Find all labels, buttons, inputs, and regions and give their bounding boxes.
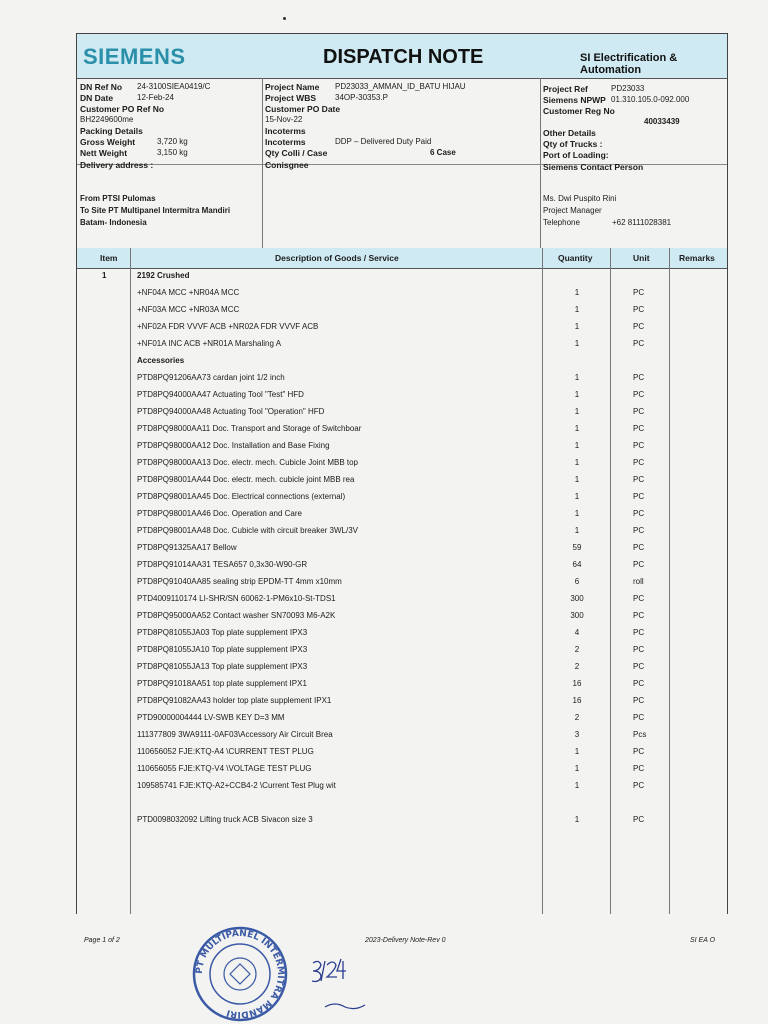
svg-text:PT MULTIPANEL INTERMITRA MANDI: PT MULTIPANEL INTERMITRA MANDIRI [194,928,286,1020]
cell-unit: PC [633,679,645,688]
info-divider-1 [262,78,263,248]
cell-unit: PC [633,441,645,450]
cell-desc: PTD0098032092 Lifting truck ACB Sivacon size 3 [137,815,313,824]
table-row [77,574,727,591]
table-row [77,557,727,574]
cell-desc: PTD8PQ91206AA73 cardan joint 1/2 inch [137,373,285,382]
cell-qty: 4 [574,628,580,637]
cell-unit: PC [633,696,645,705]
project-name-label: Project Name [265,82,320,92]
cell-unit: PC [633,645,645,654]
cell-desc: 109585741 FJE:KTQ-A2+CCB4-2 \Current Test Plug wit [137,781,336,790]
table-row [77,489,727,506]
table-header [77,248,727,269]
table-row [77,472,727,489]
company-stamp [190,924,290,1024]
cell-desc: PTD8PQ91018AA51 top plate supplement IPX1 [137,679,307,688]
cell-desc: PTD8PQ98001AA48 Doc. Cubicle with circuit breaker 3WL/3V [137,526,358,535]
cell-desc: +NF01A INC ACB +NR01A Marshaling A [137,339,282,348]
table-row [77,727,727,744]
table-row [77,421,727,438]
city-line: Batam- Indonesia [80,218,147,227]
table-row [77,659,727,676]
cell-qty: 2 [574,713,580,722]
cell-unit: PC [633,475,645,484]
table-row [77,285,727,302]
cell-unit: roll [633,577,644,586]
cell-desc: PTD8PQ81055JA10 Top plate supplement IPX3 [137,645,308,654]
cell-desc: PTD8PQ91014AA31 TESA657 0,3x30-W90-GR [137,560,308,569]
table-row [77,336,727,353]
customer-po-date-label: Customer PO Date [265,104,341,114]
cell-qty: 1 [574,475,580,484]
table-row [77,795,727,812]
cell-desc: PTD8PQ98000AA11 Doc. Transport and Storage of Switchboar [137,424,362,433]
cell-unit: PC [633,628,645,637]
cell-qty: 16 [572,679,582,688]
table-row [77,812,727,829]
cell-desc: PTD8PQ98000AA12 Doc. Installation and Base Fixing [137,441,330,450]
cell-desc: PTD8PQ95000AA52 Contact washer SN70093 M6-A2K [137,611,336,620]
cell-desc: +NF03A MCC +NR03A MCC [137,305,240,314]
cell-desc: PTD8PQ98001AA45 Doc. Electrical connections (external) [137,492,346,501]
cell-qty: 6 [574,577,580,586]
cell-desc: PTD8PQ94000AA48 Actuating Tool "Operation" HFD [137,407,325,416]
customer-po-date-value: 15-Nov-22 [265,115,303,124]
cell-desc: PTD8PQ81055JA13 Top plate supplement IPX3 [137,662,308,671]
customer-reg-value: 40033439 [644,117,680,126]
cell-qty: 1 [574,526,580,535]
project-ref-value: PD23033 [611,84,645,93]
siemens-npwp-label: Siemens NPWP [543,95,606,105]
cell-desc: 110656052 FJE:KTQ-A4 \CURRENT TEST PLUG [137,747,314,756]
cell-desc: PTD90000004444 LV-SWB KEY D=3 MM [137,713,285,722]
th-remarks: Remarks [679,253,715,263]
table-row [77,744,727,761]
project-wbs-value: 34OP-30353.P [335,93,388,102]
cell-unit: PC [633,764,645,773]
dispatch-note-sheet [76,33,728,914]
delivery-address-label: Delivery address : [80,160,154,170]
gross-weight-label: Gross Weight [80,137,136,147]
handwritten-date [305,955,385,1015]
cell-desc: 2192 Crushed [137,271,190,280]
cell-unit: PC [633,288,645,297]
telephone-value: +62 8111028381 [612,218,672,227]
cell-qty: 1 [574,441,580,450]
cell-unit: PC [633,322,645,331]
table-row [77,387,727,404]
cell-qty: 3 [574,730,580,739]
project-wbs-label: Project WBS [265,93,317,103]
table-row [77,608,727,625]
form-revision: 2023-Delivery Note-Rev 0 [365,937,446,944]
th-item: Item [100,253,118,263]
customer-reg-label: Customer Reg No [543,106,615,116]
cell-unit: PC [633,458,645,467]
cell-desc: 110656055 FJE:KTQ-V4 \VOLTAGE TEST PLUG [137,764,312,773]
dn-ref-label: DN Ref No [80,82,123,92]
qty-trucks-label: Qty of Trucks : [543,139,603,149]
gross-weight-value: 3,720 kg [157,137,188,146]
th-unit: Unit [633,253,650,263]
table-row [77,319,727,336]
cell-unit: Pcs [633,730,647,739]
to-line: To Site PT Multipanel Intermitra Mandiri [80,206,231,215]
incoterms-label: Incoterms [265,137,306,147]
page-number: Page 1 of 2 [84,937,120,944]
contact-name: Ms. Dwi Puspito Rini [543,194,617,203]
cell-desc: Accessories [137,356,185,365]
cell-qty: 1 [574,305,580,314]
cell-qty: 1 [574,458,580,467]
cell-qty: 59 [572,543,582,552]
document-header [77,34,727,79]
other-details-label: Other Details [543,128,596,138]
cell-qty: 1 [574,424,580,433]
cell-unit: PC [633,492,645,501]
siemens-npwp-value: 01.310.105.0-092.000 [611,95,690,104]
table-row [77,642,727,659]
cell-qty: 1 [574,747,580,756]
table-row [77,710,727,727]
table-row [77,540,727,557]
cell-unit: PC [633,560,645,569]
cell-desc: PTD8PQ98001AA46 Doc. Operation and Care [137,509,302,518]
table-row [77,693,727,710]
incoterms-header: Incoterms [265,126,306,136]
cell-qty: 1 [574,815,580,824]
port-loading-label: Port of Loading: [543,150,609,160]
dn-date-label: DN Date [80,93,114,103]
th-description: Description of Goods / Service [275,253,399,263]
customer-po-ref-value: BH2249600me [80,115,134,124]
cell-unit: PC [633,594,645,603]
incoterms-value: DDP – Delivered Duty Paid [335,137,432,146]
cell-qty: 2 [574,662,580,671]
cell-desc: +NF02A FDR VVVF ACB +NR02A FDR VVVF ACB [137,322,319,331]
cell-unit: PC [633,305,645,314]
form-code: SI EA O [690,937,716,944]
cell-qty: 300 [570,594,584,603]
cell-unit: PC [633,390,645,399]
table-row [77,761,727,778]
cell-unit: PC [633,407,645,416]
cell-unit: PC [633,611,645,620]
cell-desc: PTD4009110174 LI-SHR/SN 60062-1-PM6x10-St-TDS1 [137,594,336,603]
telephone-label: Telephone [543,218,580,227]
cell-qty: 1 [574,781,580,790]
table-row [77,625,727,642]
contact-role: Project Manager [543,206,602,215]
table-row [77,523,727,540]
info-divider-2 [540,78,541,248]
document-title: DISPATCH NOTE [323,46,484,68]
cell-unit: PC [633,509,645,518]
cell-unit: PC [633,781,645,790]
table-row [77,302,727,319]
cell-qty: 1 [574,492,580,501]
table-row [77,778,727,795]
cell-qty: 2 [574,645,580,654]
qty-colli-value: 6 Case [430,148,456,157]
table-row [77,591,727,608]
info-block [77,78,727,249]
consignee-label: Conisgnee [265,160,309,170]
cell-unit: PC [633,815,645,824]
contact-person-label: Siemens Contact Person [543,162,644,172]
cell-desc: +NF04A MCC +NR04A MCC [137,288,240,297]
dn-ref-value: 24-3100SIEA0419/C [137,82,211,91]
cell-qty: 1 [574,339,580,348]
cell-desc: PTD8PQ91325AA17 Bellow [137,543,237,552]
cell-desc: PTD8PQ94000AA47 Actuating Tool "Test" HFD [137,390,304,399]
table-row [77,353,727,370]
table-row [77,455,727,472]
cell-unit: PC [633,373,645,382]
cell-desc: PTD8PQ98000AA13 Doc. electr. mech. Cubicle Joint MBB top [137,458,358,467]
cell-qty: 1 [574,322,580,331]
cell-unit: PC [633,543,645,552]
qty-colli-label: Qty Colli / Case [265,148,328,158]
table-row [77,506,727,523]
cell-desc: 111377809 3WA9111-0AF03\Accessory Air Circuit Brea [137,730,333,739]
cell-qty: 1 [574,764,580,773]
cell-unit: PC [633,713,645,722]
nett-weight-value: 3,150 kg [157,148,188,157]
table-row [77,438,727,455]
cell-unit: PC [633,526,645,535]
scan-speck [283,17,286,20]
cell-unit: PC [633,662,645,671]
dn-date-value: 12-Feb-24 [137,93,174,102]
cell-desc: PTD8PQ91082AA43 holder top plate supplement IPX1 [137,696,332,705]
nett-weight-label: Nett Weight [80,148,128,158]
cell-item: 1 [102,271,107,280]
cell-qty: 1 [574,509,580,518]
cell-unit: PC [633,747,645,756]
cell-unit: PC [633,339,645,348]
siemens-logo: SIEMENS [83,44,186,69]
project-name-value: PD23033_AMMAN_ID_BATU HIJAU [335,82,466,91]
cell-qty: 16 [572,696,582,705]
table-row [77,268,727,285]
table-row [77,404,727,421]
cell-desc: PTD8PQ98001AA44 Doc. electr. mech. cubicle joint MBB rea [137,475,355,484]
packing-details-label: Packing Details [80,126,143,136]
cell-desc: PTD8PQ81055JA03 Top plate supplement IPX3 [137,628,308,637]
cell-qty: 1 [574,288,580,297]
from-line: From PTSI Pulomas [80,194,156,203]
table-row [77,676,727,693]
th-quantity: Quantity [558,253,593,263]
project-ref-label: Project Ref [543,84,588,94]
cell-qty: 64 [572,560,582,569]
cell-qty: 300 [570,611,584,620]
cell-unit: PC [633,424,645,433]
cell-qty: 1 [574,373,580,382]
table-row [77,370,727,387]
customer-po-ref-label: Customer PO Ref No [80,104,165,114]
division-name: SI Electrification & Automation [580,52,678,76]
cell-desc: PTD8PQ91040AA85 sealing strip EPDM-TT 4mm x10mm [137,577,342,586]
cell-qty: 1 [574,390,580,399]
cell-qty: 1 [574,407,580,416]
